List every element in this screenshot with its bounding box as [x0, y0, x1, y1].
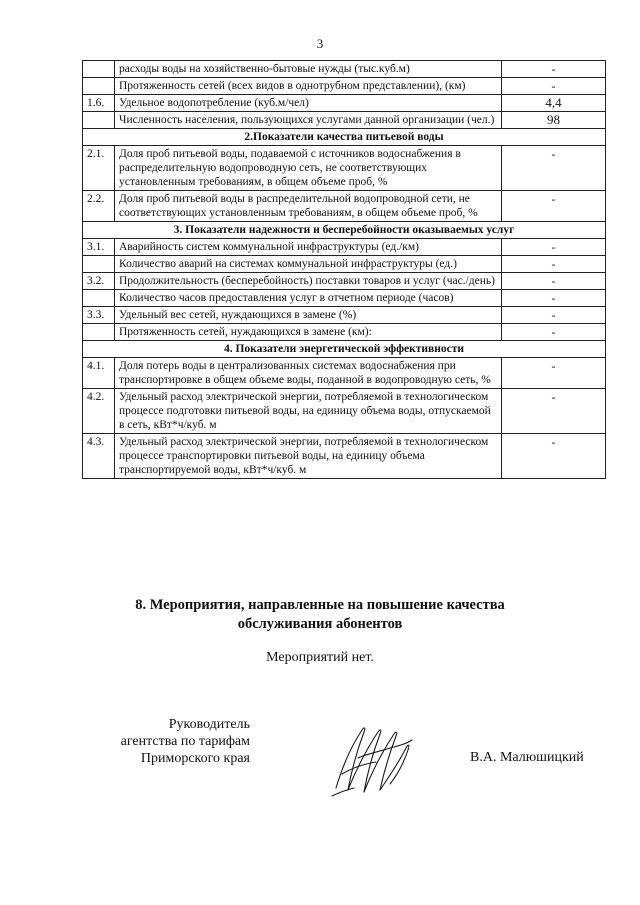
indicator-value: - — [502, 78, 606, 95]
signatory-title-line-1: Руководитель — [168, 717, 250, 732]
indicator-name: Удельный расход электрической энергии, потребляемой в технологическом процессе подготовки питьевой воды, на единицу объема воды, отпускаемой в сеть, кВт*ч/куб. м — [115, 389, 502, 434]
section-title: 4. Показатели энергетической эффективности — [83, 341, 606, 358]
row-number — [83, 78, 115, 95]
row-number: 2.1. — [83, 146, 115, 191]
indicator-value: - — [502, 434, 606, 479]
indicator-value: - — [502, 61, 606, 78]
row-number — [83, 290, 115, 307]
row-number — [83, 112, 115, 129]
signatory-title-line-3: Приморского края — [140, 751, 250, 766]
signatory-name: В.А. Малюшицкий — [470, 750, 584, 765]
indicator-name: Протяженность сетей, нуждающихся в замене (км): — [115, 324, 502, 341]
indicator-name: Продолжительность (бесперебойность) поставки товаров и услуг (час./день) — [115, 273, 502, 290]
page-number: 3 — [316, 36, 324, 51]
indicator-value: - — [502, 239, 606, 256]
indicator-value: - — [502, 191, 606, 222]
row-number: 3.1. — [83, 239, 115, 256]
signatory-title — [70, 716, 250, 767]
indicator-value: - — [502, 358, 606, 389]
indicator-name: Удельный расход электрической энергии, потребляемой в технологическом процессе транспортировки питьевой воды, на единицу объема транспортируемой воды, кВт*ч/куб. м — [115, 434, 502, 479]
table-row — [83, 389, 606, 434]
table-row — [83, 78, 606, 95]
table-row — [83, 239, 606, 256]
row-number: 3.2. — [83, 273, 115, 290]
row-number — [83, 256, 115, 273]
row-number — [83, 61, 115, 78]
signatory-title-line-2: агентства по тарифам — [120, 734, 250, 749]
row-number: 3.3. — [83, 307, 115, 324]
table-row — [83, 95, 606, 112]
indicator-name: Количество аварий на системах коммунальной инфраструктуры (ед.) — [115, 256, 502, 273]
section-row — [83, 129, 606, 146]
table-row — [83, 307, 606, 324]
indicator-name: Аварийность систем коммунальной инфраструктуры (ед./км) — [115, 239, 502, 256]
indicators-table-body — [83, 61, 606, 479]
indicator-name: Протяженность сетей (всех видов в однотрубном представлении), (км) — [115, 78, 502, 95]
indicators-table — [82, 60, 606, 479]
indicator-name: Доля потерь воды в централизованных системах водоснабжения при транспортировке в общем объеме воды, поданной в водопроводную сеть, % — [115, 358, 502, 389]
row-number: 4.3. — [83, 434, 115, 479]
table-row — [83, 61, 606, 78]
indicator-value: - — [502, 307, 606, 324]
indicator-value: - — [502, 290, 606, 307]
table-row — [83, 324, 606, 341]
indicator-value: - — [502, 389, 606, 434]
section-row — [83, 222, 606, 239]
row-number: 2.2. — [83, 191, 115, 222]
table-row — [83, 273, 606, 290]
indicator-name: Удельное водопотребление (куб.м/чел) — [115, 95, 502, 112]
table-row — [83, 146, 606, 191]
indicator-value: - — [502, 273, 606, 290]
indicator-name: Удельный вес сетей, нуждающихся в замене (%) — [115, 307, 502, 324]
handwritten-signature — [328, 718, 418, 800]
table-row — [83, 112, 606, 129]
indicator-value: 98 — [502, 112, 606, 129]
section-title: 3. Показатели надежности и бесперебойности оказываемых услуг — [83, 222, 606, 239]
indicator-value: - — [502, 256, 606, 273]
section-row — [83, 341, 606, 358]
indicator-name: Доля проб питьевой воды в распределительной водопроводной сети, не соответствующих установленным требованиям, в общем объеме проб, % — [115, 191, 502, 222]
section-title: 2.Показатели качества питьевой воды — [83, 129, 606, 146]
indicator-value: - — [502, 324, 606, 341]
table-row — [83, 434, 606, 479]
section-8-heading — [0, 596, 640, 634]
row-number — [83, 324, 115, 341]
section-8-heading-line-2: обслуживания абонентов — [237, 616, 403, 632]
row-number: 1.6. — [83, 95, 115, 112]
indicator-name: Количество часов предоставления услуг в отчетном периоде (часов) — [115, 290, 502, 307]
indicator-value: - — [502, 146, 606, 191]
indicator-value: 4,4 — [502, 95, 606, 112]
table-row — [83, 290, 606, 307]
section-8-heading-line-1: 8. Мероприятия, направленные на повышение качества — [135, 597, 505, 613]
table-row — [83, 256, 606, 273]
indicator-name: Доля проб питьевой воды, подаваемой с источников водоснабжения в распределительную водопроводную сеть, не соответствующих установленным требованиям, в общем объеме проб, % — [115, 146, 502, 191]
indicator-name: расходы воды на хозяйственно-бытовые нужды (тыс.куб.м) — [115, 61, 502, 78]
row-number: 4.1. — [83, 358, 115, 389]
row-number: 4.2. — [83, 389, 115, 434]
indicator-name: Численность населения, пользующихся услугами данной организации (чел.) — [115, 112, 502, 129]
no-measures-text: Мероприятий нет. — [266, 650, 374, 665]
table-row — [83, 358, 606, 389]
table-row — [83, 191, 606, 222]
